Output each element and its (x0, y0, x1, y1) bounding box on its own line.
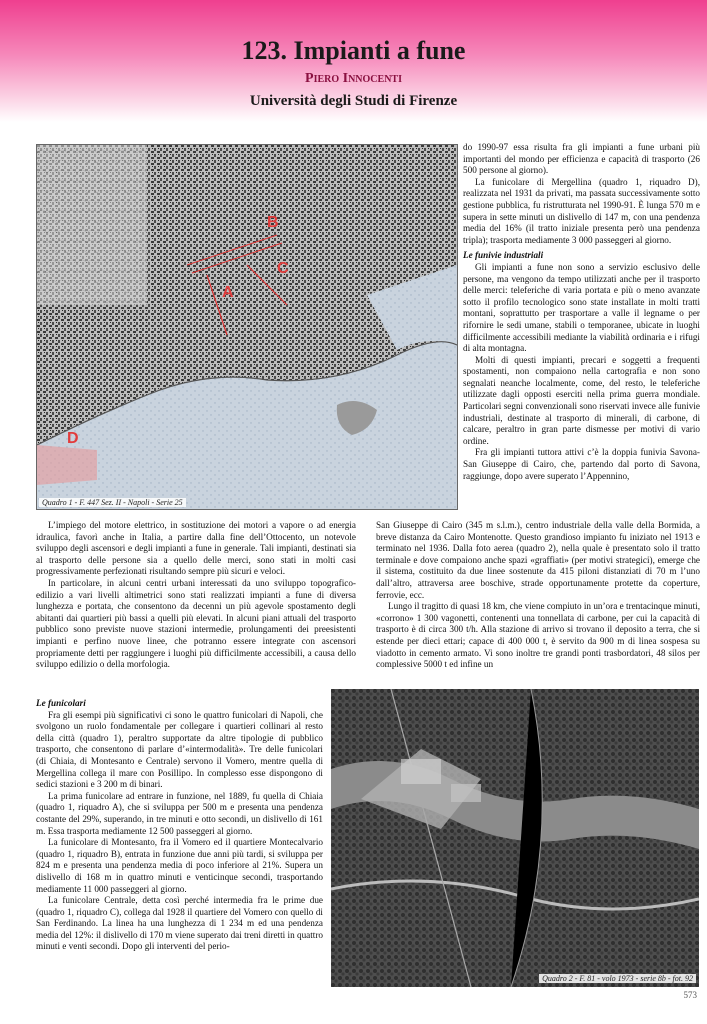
map-label-c: C (277, 260, 289, 277)
aerial-photo-image (331, 689, 699, 987)
map-label-b: B (267, 214, 279, 231)
section-heading: Le funivie industriali (463, 250, 544, 261)
text-column-right (463, 142, 700, 482)
paragraph: L’impiego del motore elettrico, in sostituzione dei motori a vapore o ad energia idraulica, favorì anche in Italia, a partire dalla fine dell’Ottocento, un notevole sviluppo degli ascensori e degli impianti a fune in generale. Tali impianti, destinati sia al trasporto delle persone sia a quello delle merci, sono stati in molti casi progressivamente perfezionati risultando sempre più sicuri e veloci. (36, 520, 356, 577)
paragraph: Fra gli impianti tuttora attivi c’è la doppia funivia Savona-San Giuseppe di Cairo, che, partendo dal porto di Savona, raggiunge, dopo avere superato l’Appennino, (463, 447, 700, 481)
paragraph: San Giuseppe di Cairo (345 m s.l.m.), centro industriale della valle della Bormida, a breve distanza da Cairo Montenotte. Questo grandioso impianto fu iniziato nel 1913 e terminato nel 1936. Dalla foto aerea (quadro 2), nella quale è presentato solo il tratto terminale e dove compaiono anche spazi «graffiati» (per motivi strategici), emerge che il sistema, costituito da due linee sostenute da 415 piloni distanziati di 70 m l’uno dall’altro, attraversa aree boschive, strade opportunamente protette da coperture, ferrovie, ecc. (376, 520, 700, 600)
text-column-middle-right (376, 520, 700, 671)
paragraph: Gli impianti a fune non sono a servizio esclusivo delle persone, ma vengono da tempo utilizzati anche per il trasporto delle merci: teleferiche di varia portata e più o meno avanzate sotto il profilo tecnologico sono state installate in molti tratti montani, soprattutto per trasportare a valle il legname o per rifornire le sedi umane, stabili o temporanee, ubicate in luoghi difficilmente accessibili mediante la viabilità ordinaria e i rifugi di alta montagna. (463, 261, 700, 354)
map-figure (36, 144, 458, 510)
paragraph: La funicolare di Mergellina (quadro 1, riquadro D), realizzata nel 1931 da privati, ma passata successivamente sotto gestione pubblica, fu ristrutturata nel 1990-91. È lunga 570 m e supera in sette minuti un dislivello di 147 m, con una pendenza media del 16% (il tratto iniziale presenta però una pendenza tripla); trasporta mediamente 3 000 passeggeri al giorno. (463, 176, 700, 245)
page-number: 573 (683, 990, 697, 1000)
aerial-photo (331, 689, 699, 987)
page-title: 123. Impianti a fune (241, 36, 466, 65)
author-name: Piero Innocenti (305, 71, 402, 86)
paragraph: Fra gli esempi più significativi ci sono le quattro funicolari di Napoli, che svolgono un ruolo fondamentale per collegare i quartieri collinari al resto della città (quadro 1), peraltro supportate da altre tipologie di pubblico trasporto, che consentono di parlare d’«intermodalità». Tre delle funicolari (di Chiaia, di Montesanto e Centrale) servono il Vomero, mentre quella di Mergellina collega il mare con Posillipo. In complesso esse dispongono di sedici stazioni e 3 200 m di binari. (36, 709, 323, 790)
paragraph: In particolare, in alcuni centri urbani interessati da uno sviluppo topografico-edilizio a vari livelli altimetrici sono stati realizzati impianti a fune di diversa lunghezza e portata, che consentono da decenni un più agevole spostamento degli abitanti dai quartieri più bassi a quelli più elevati. In alcuni piani attuali del trasporto pubblico sono previste nuove stazioni intermedie, prolungamenti dei preesistenti impianti e perfino nuove linee, che potranno essere integrate con ascensori propriamente detti per raggiungere i luoghi più difficilmente accessibili, a causa dello sviluppo edilizio o della morfologia. (36, 577, 356, 670)
map-label-a: A (222, 284, 234, 301)
paragraph: La funicolare Centrale, detta così perché intermedia fra le prime due (quadro 1, riquadro C), collega dal 1928 il quartiere del Vomero con quello di San Ferdinando. La linea ha una lunghezza di 1 234 m ed una pendenza media del 12%: il dislivello di 170 m viene superato dai treni diretti in quattro minuti e venti secondi. Dopo gli interventi del perio- (36, 895, 323, 952)
photo-caption: Quadro 2 - F. 81 - volo 1973 - serie 8b - fot. 92 (539, 974, 696, 983)
paragraph: La funicolare di Montesanto, fra il Vomero ed il quartiere Montecalvario (quadro 1, riquadro B), entrata in funzione due anni più tardi, si sviluppa per 824 m e presenta una pendenza media di poco inferiore al 21%. Supera un dislivello di 168 m in quattro minuti e venticinque secondi, trasportando mediamente 11 000 passeggeri al giorno. (36, 837, 323, 894)
paragraph: Molti di questi impianti, precari e soggetti a frequenti spostamenti, non compaiono nella cartografia e non sono segnalati neanche localmente, come, del resto, le teleferiche utilizzate dagli opposti eserciti nella prima guerra mondiale. Particolari segni convenzionali sono riservati invece alle funivie industriali, destinate al trasporto di minerali, di carbone, di calcare, peraltro in gran parte dismesse per motivi di vario ordine. (463, 354, 700, 446)
paragraph: La prima funicolare ad entrare in funzione, nel 1889, fu quella di Chiaia (quadro 1, riquadro A), che si sviluppa per 500 m e presenta una pendenza costante del 29%, superando, in tre minuti e otto secondi, un dislivello di 161 m. Essa trasporta mediamente 12 500 passeggeri al giorno. (36, 790, 323, 836)
map-label-d: D (67, 430, 79, 447)
paragraph: do 1990-97 essa risulta fra gli impianti a fune urbani più importanti del mondo per efficienza e capacità di trasporto (26 500 persone al giorno). (463, 142, 700, 176)
map-image (37, 145, 457, 509)
text-column-middle-left (36, 520, 356, 671)
text-column-left (36, 694, 323, 953)
affiliation: Università degli Studi di Firenze (249, 93, 458, 109)
paragraph: Lungo il tragitto di quasi 18 km, che viene compiuto in un’ora e trentacinque minuti, «corrono» 1 300 vagonetti, contenenti una tonnellata di carbone, per cui la capacità di trasporto è di circa 300 t/h. Alla stazione di arrivo si trovano il deposito a terra, che si estende per dieci ettari; capace di 400 000 t, è servito da 900 m di linea sospesa su viadotto in cemento armato. Vi sono inoltre tre grandi ponti trasbordatori, 48 silos per complessive 5000 t ed infine un (376, 601, 700, 670)
section-heading: Le funicolari (36, 698, 86, 708)
map-caption: Quadro 1 - F. 447 Sez. II - Napoli - Serie 25 (39, 498, 186, 507)
